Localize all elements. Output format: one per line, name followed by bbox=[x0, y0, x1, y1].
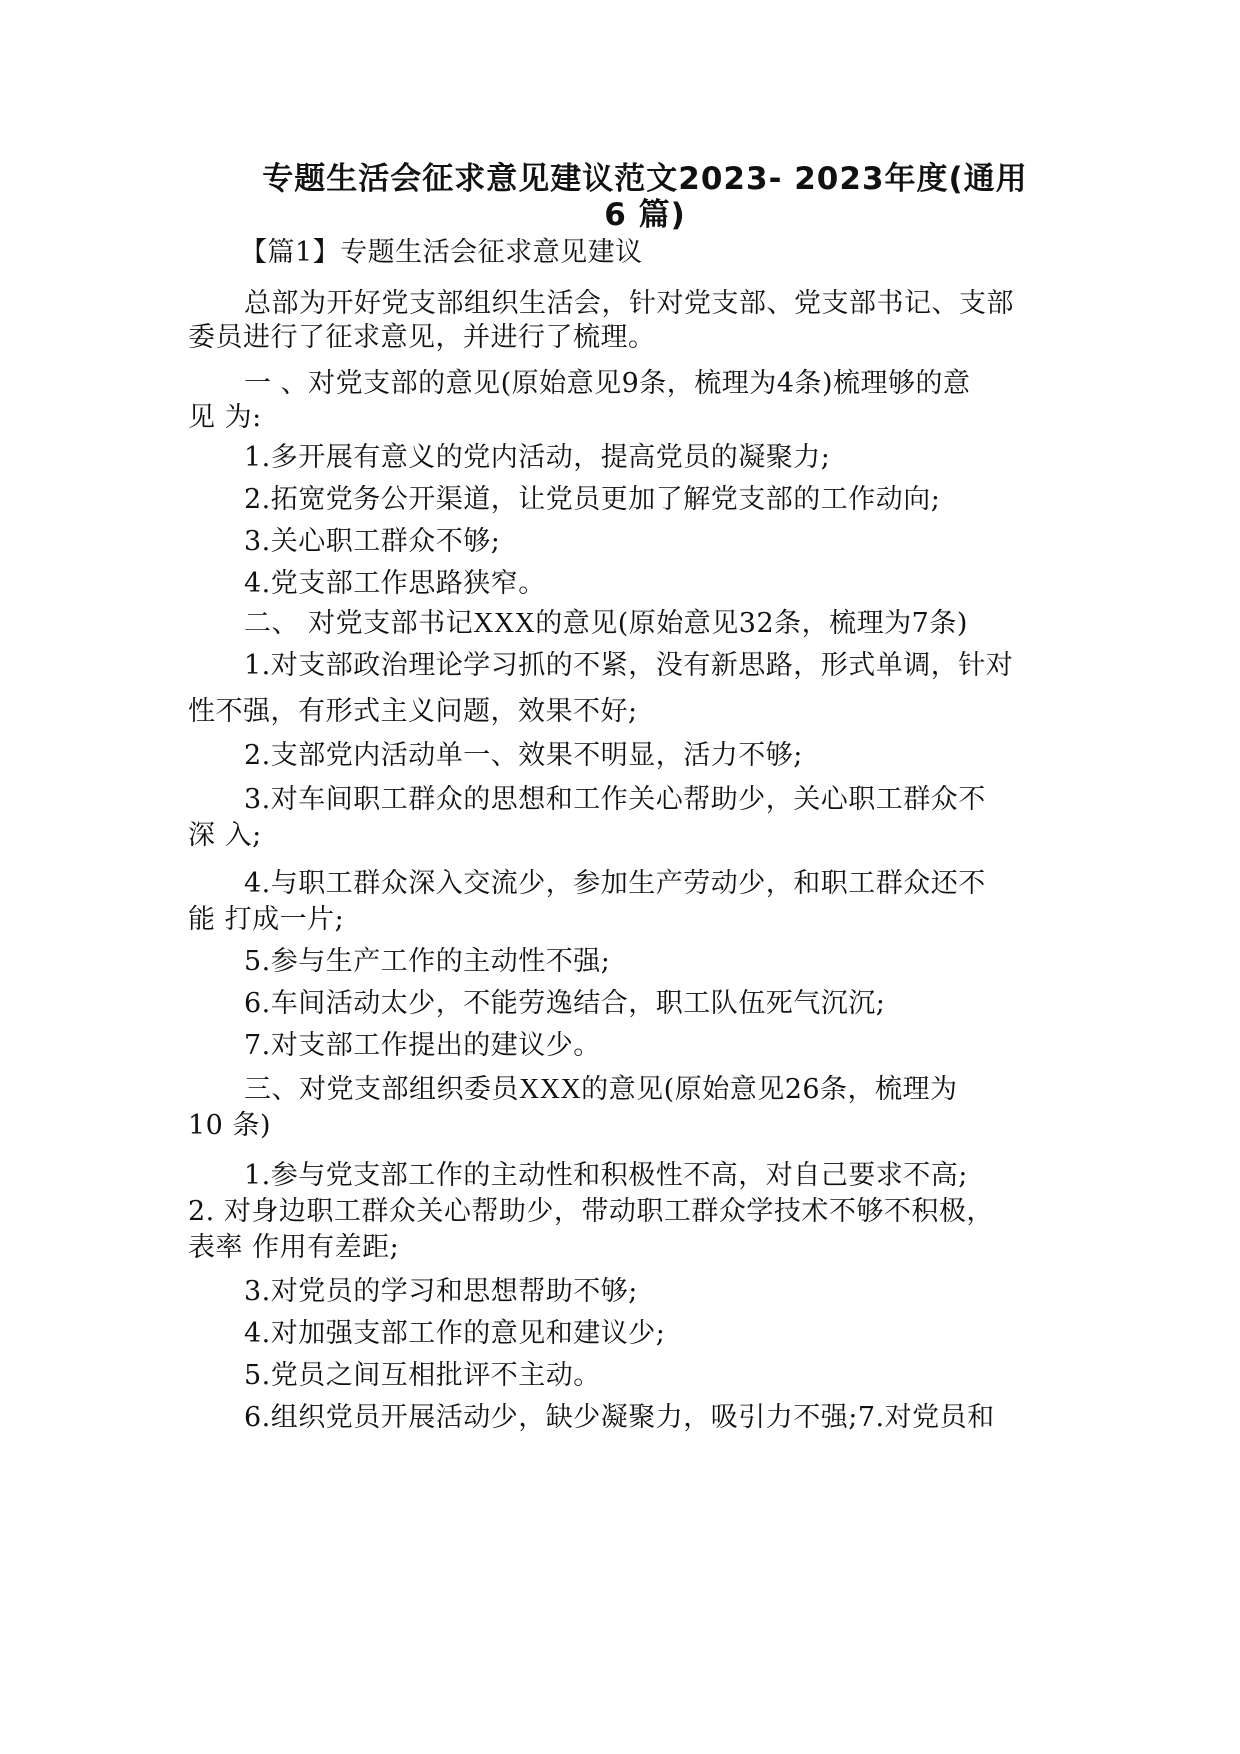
part1-heading-line-1: 一 、对党支部的意见(原始意见9条，梳理为4条)梳理够的意 bbox=[244, 368, 971, 399]
part3-person-name: XXX bbox=[519, 1074, 582, 1105]
part2-heading bbox=[244, 606, 968, 642]
part2-item-1-line-1: 1.对支部政治理论学习抓的不紧，没有新思路，形式单调，针对 bbox=[244, 650, 1014, 681]
part2-item-7: 7.对支部工作提出的建议少。 bbox=[244, 1030, 601, 1061]
part2-item-4-line-1: 4.与职工群众深入交流少，参加生产劳动少，和职工群众还不 bbox=[244, 868, 986, 899]
part2-item-5: 5.参与生产工作的主动性不强; bbox=[244, 946, 611, 977]
part1-item-3: 3.关心职工群众不够; bbox=[244, 526, 501, 557]
intro-line-2: 委员进行了征求意见，并进行了梳理。 bbox=[188, 322, 656, 353]
part1-item-2: 2.拓宽党务公开渠道，让党员更加了解党支部的工作动向; bbox=[244, 484, 941, 515]
part2-item-1-line-2: 性不强，有形式主义问题，效果不好; bbox=[188, 696, 638, 727]
part3-item-5: 5.党员之间互相批评不主动。 bbox=[244, 1360, 601, 1391]
part2-person-name: XXX bbox=[473, 608, 536, 639]
part2-heading-prefix: 二、 对党支部书记 bbox=[244, 608, 474, 639]
document-title-line-2: 6 篇) bbox=[604, 197, 686, 233]
part3-item-1: 1.参与党支部工作的主动性和积极性不高，对自己要求不高; bbox=[244, 1160, 968, 1191]
part3-heading-line-2: 10 条) bbox=[188, 1110, 271, 1141]
intro-line-1: 总部为开好党支部组织生活会，针对党支部、党支部书记、支部 bbox=[244, 288, 1014, 319]
part1-item-4: 4.党支部工作思路狭窄。 bbox=[244, 568, 546, 599]
part2-heading-suffix: 的意见(原始意见32条，梳理为7条) bbox=[535, 608, 968, 639]
part3-item-2-line-2: 表率 作用有差距; bbox=[188, 1232, 400, 1263]
part1-item-1: 1.多开展有意义的党内活动，提高党员的凝聚力; bbox=[244, 442, 831, 473]
part3-heading-suffix: 的意见(原始意见26条，梳理为 bbox=[581, 1074, 958, 1105]
part3-item-4: 4.对加强支部工作的意见和建议少; bbox=[244, 1318, 666, 1349]
part3-heading-prefix: 三、对党支部组织委员 bbox=[244, 1074, 519, 1105]
part3-heading-line-1 bbox=[244, 1072, 958, 1108]
part3-item-3: 3.对党员的学习和思想帮助不够; bbox=[244, 1276, 638, 1307]
part2-item-3-line-2: 深 入; bbox=[188, 820, 262, 851]
part3-item-2-line-1: 2. 对身边职工群众关心帮助少，带动职工群众学技术不够不积极， bbox=[188, 1196, 994, 1227]
part2-item-4-line-2: 能 打成一片; bbox=[188, 904, 345, 935]
part2-item-3-line-1: 3.对车间职工群众的思想和工作关心帮助少，关心职工群众不 bbox=[244, 784, 986, 815]
part2-item-6: 6.车间活动太少，不能劳逸结合，职工队伍死气沉沉; bbox=[244, 988, 886, 1019]
section-heading: 【篇1】专题生活会征求意见建议 bbox=[240, 237, 643, 268]
document-title-line-1: 专题生活会征求意见建议范文2023- 2023年度(通用 bbox=[262, 161, 1028, 197]
part1-heading-line-2: 见 为: bbox=[188, 402, 262, 433]
part3-item-6: 6.组织党员开展活动少，缺少凝聚力，吸引力不强;7.对党员和 bbox=[244, 1402, 995, 1433]
part2-item-2: 2.支部党内活动单一、效果不明显，活力不够; bbox=[244, 740, 803, 771]
